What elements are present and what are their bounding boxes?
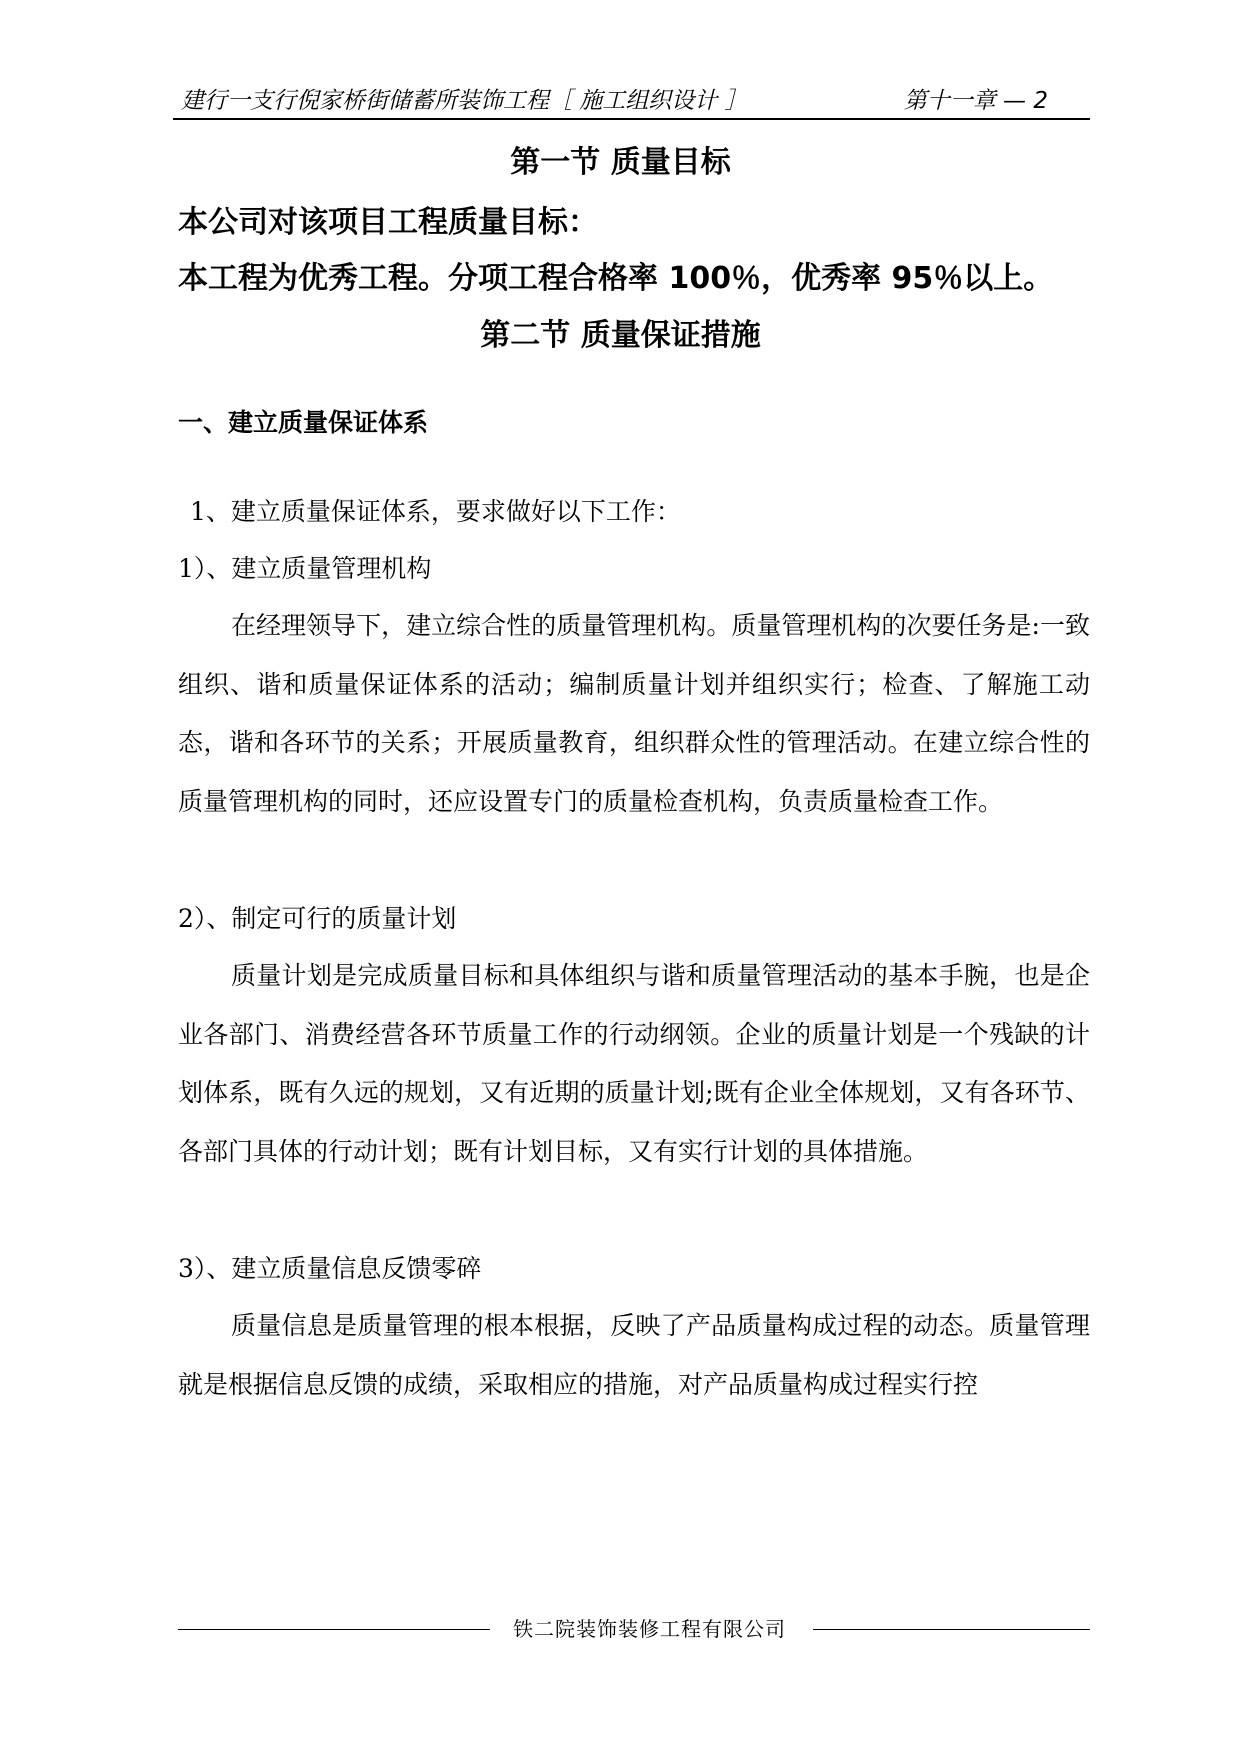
subheading-1: 1）、建立质量管理机构	[178, 554, 432, 583]
heading-quality-system: 一、建立质量保证体系	[178, 408, 429, 437]
header-chapter-page: 第十一章 — 2	[903, 88, 1048, 114]
subheading-3: 3）、建立质量信息反馈零碎	[178, 1254, 482, 1283]
page-header	[175, 86, 1090, 116]
section-2-title: 第二节 质量保证措施	[480, 318, 761, 353]
paragraph-2: 质量计划是完成质量目标和具体组织与谐和质量管理活动的基本手腕，也是企业各部门、消费经营各环节质量工作的行动纲领。企业的质量计划是一个残缺的计划体系，既有久远的规划，又有近期的质量计划;既有企业全体规划，又有各环节、各部门具体的行动计划；既有计划目标，又有实行计划的具体措施。	[178, 961, 1090, 1166]
footer-rule-left	[178, 1629, 490, 1630]
page-footer	[178, 1614, 1090, 1644]
footer-rule-right	[813, 1629, 1090, 1630]
section-1-title: 第一节 质量目标	[510, 145, 731, 180]
item-1-intro: 1、建立质量保证体系，要求做好以下工作：	[190, 497, 681, 526]
header-document-title: 建行一支行倪家桥街储蓄所装饰工程［ 施工组织设计 ］	[181, 88, 748, 114]
paragraph-1: 在经理领导下，建立综合性的质量管理机构。质量管理机构的次要任务是:一致组织、谐和质量保证体系的活动；编制质量计划并组织实行；检查、了解施工动态，谐和各环节的关系；开展质量教育，组织群众性的管理活动。在建立综合性的质量管理机构的同时，还应设置专门的质量检查机构，负责质量检查工作。	[178, 611, 1090, 816]
subheading-2: 2）、制定可行的质量计划	[178, 904, 457, 933]
paragraph-3: 质量信息是质量管理的根本根据，反映了产品质量构成过程的动态。质量管理就是根据信息反馈的成绩，采取相应的措施，对产品质量构成过程实行控	[178, 1311, 1090, 1399]
quality-target-statement: 本工程为优秀工程。分项工程合格率 100％，优秀率 95％以上。	[178, 261, 1054, 296]
header-rule	[173, 118, 1090, 120]
quality-target-intro: 本公司对该项目工程质量目标：	[178, 205, 598, 240]
footer-company-name: 铁二院装饰装修工程有限公司	[513, 1617, 786, 1641]
